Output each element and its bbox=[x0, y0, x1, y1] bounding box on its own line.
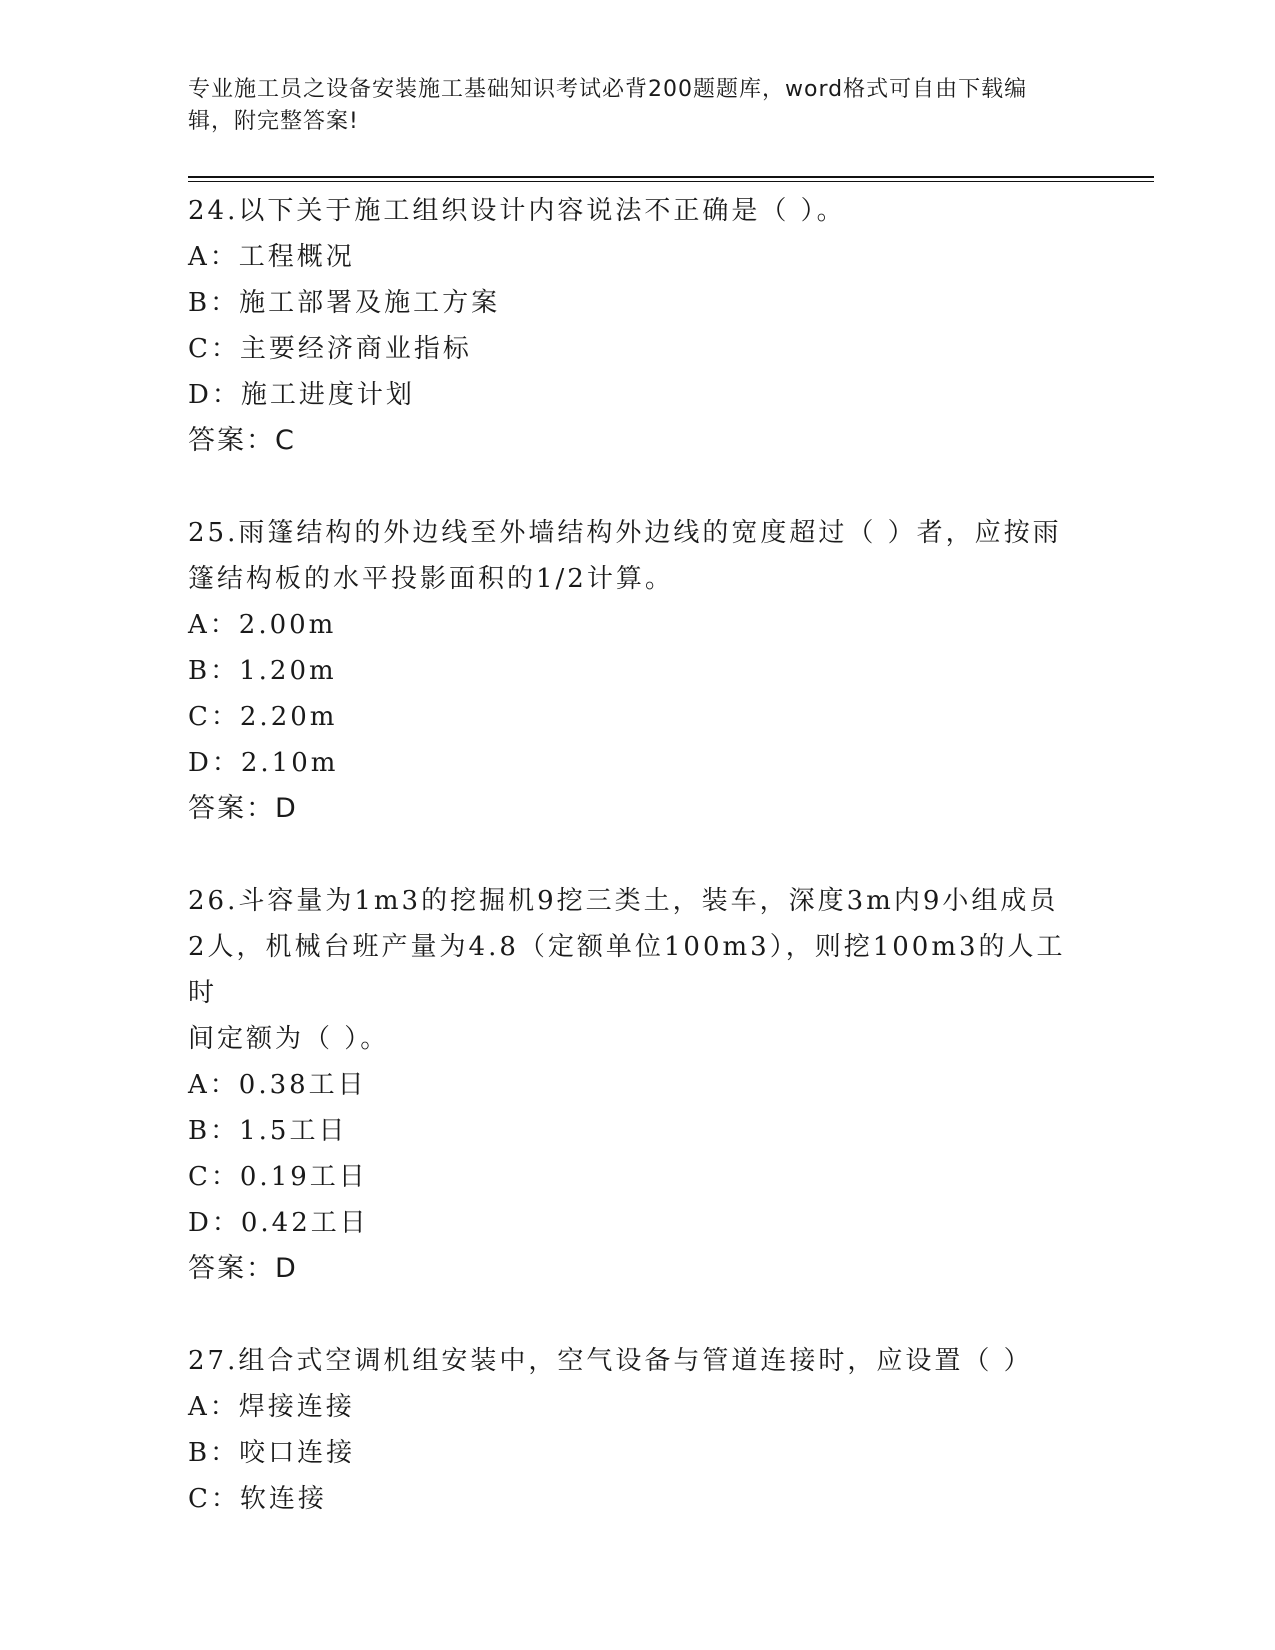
question-stem: 25.雨篷结构的外边线至外墙结构外边线的宽度超过（ ）者，应按雨 bbox=[188, 518, 1062, 548]
answer-key: 答案：D bbox=[188, 1253, 298, 1284]
answer-option: C：0.19工日 bbox=[188, 1162, 368, 1192]
question-block bbox=[188, 510, 1078, 832]
question-list bbox=[188, 188, 1078, 1568]
answer-option: A：2.00m bbox=[188, 610, 337, 640]
question-stem: 24.以下关于施工组织设计内容说法不正确是（ ）。 bbox=[188, 196, 846, 226]
answer-option: D：0.42工日 bbox=[188, 1208, 369, 1238]
question-stem: 间定额为（ ）。 bbox=[188, 1024, 390, 1054]
question-stem: 2人，机械台班产量为4.8（定额单位100m3），则挖100m3的人工时 bbox=[188, 932, 1066, 1008]
document-header: 专业施工员之设备安装施工基础知识考试必背200题题库，word格式可自由下载编辑，附完整答案! bbox=[188, 77, 1028, 134]
answer-option: A：焊接连接 bbox=[188, 1392, 355, 1422]
answer-option: A：工程概况 bbox=[188, 242, 355, 272]
question-block bbox=[188, 878, 1078, 1292]
answer-key: 答案：C bbox=[188, 425, 296, 456]
header-divider bbox=[188, 176, 1154, 178]
answer-option: D：2.10m bbox=[188, 748, 339, 778]
header-divider-thin bbox=[188, 181, 1154, 182]
question-stem: 26.斗容量为1m3的挖掘机9挖三类土，装车，深度3m内9小组成员 bbox=[188, 886, 1059, 916]
answer-option: B：施工部署及施工方案 bbox=[188, 288, 501, 318]
answer-key: 答案：D bbox=[188, 793, 298, 824]
answer-option: B：咬口连接 bbox=[188, 1438, 356, 1468]
question-block bbox=[188, 188, 1078, 464]
answer-option: B：1.5工日 bbox=[188, 1116, 348, 1146]
answer-option: B：1.20m bbox=[188, 656, 337, 686]
question-block bbox=[188, 1338, 1078, 1522]
question-stem: 27.组合式空调机组安装中，空气设备与管道连接时，应设置（ ） bbox=[188, 1346, 1033, 1376]
answer-option: A：0.38工日 bbox=[188, 1070, 367, 1100]
question-stem: 篷结构板的水平投影面积的1/2计算。 bbox=[188, 564, 674, 594]
answer-option: C：2.20m bbox=[188, 702, 338, 732]
answer-option: C：软连接 bbox=[188, 1484, 327, 1514]
answer-option: D：施工进度计划 bbox=[188, 380, 415, 410]
answer-option: C：主要经济商业指标 bbox=[188, 334, 472, 364]
